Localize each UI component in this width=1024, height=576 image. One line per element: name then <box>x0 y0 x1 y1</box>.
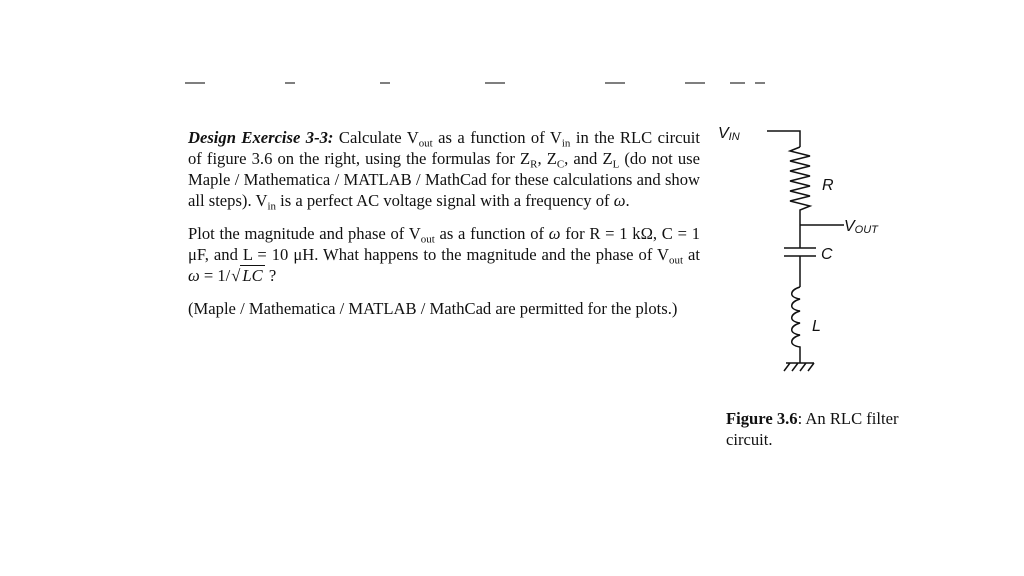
page-top-rule <box>185 76 765 90</box>
vout-label: VOUT <box>844 218 878 236</box>
figure-caption: Figure 3.6: An RLC filter circuit. <box>726 409 899 449</box>
exercise-title: Design Exercise 3-3: <box>188 128 334 147</box>
vin-label: VIN <box>718 125 740 143</box>
sqrt-lc: √ LC <box>231 266 263 285</box>
inductor-symbol <box>792 287 800 363</box>
resistor-symbol <box>790 147 810 235</box>
rlc-circuit-diagram <box>712 115 902 395</box>
input-wire <box>767 131 800 147</box>
exercise-paragraph-3: (Maple / Mathematica / MATLAB / MathCad are permitted for the plots.) <box>188 299 678 318</box>
ground-symbol <box>784 363 814 371</box>
exercise-paragraph-2: Plot the magnitude and phase of $V_{out}$ as a function of ω for R = 1 kΩ, C = 1 μF, and L = 10 μH. What happens to the magnitude and the phase of $V_{out}$ at ω = 1/√ LC ? <box>188 224 701 285</box>
exercise-paragraph-1: Design Exercise 3-3: Calculate $V_{out}$ as a function of $V_{in}$ in the RLC circuit of figure 3.6 on the right, using the formulas for $Z_R$, $Z_C$, and $Z_L$ (do not use Maple / Mathematica / MATLAB / MathCad for these calculations and show all steps). $V_{in}$ is a perfect AC voltage signal with a frequency of ω. <box>188 128 701 213</box>
exercise-text <box>188 127 700 331</box>
capacitor-label: C <box>821 246 833 263</box>
capacitor-symbol <box>784 235 816 287</box>
inductor-label: L <box>812 318 821 335</box>
resistor-label: R <box>822 177 834 194</box>
